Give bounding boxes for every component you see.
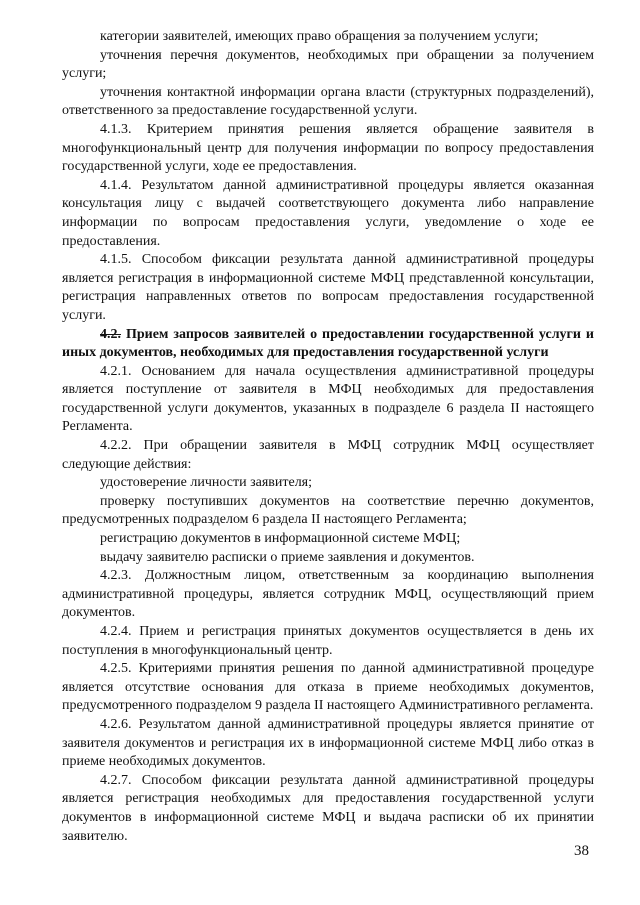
paragraph-categories: категории заявителей, имеющих право обращения за получением услуги; — [100, 29, 539, 44]
paragraph-4-2-3: 4.2.3. Должностным лицом, ответственным за координацию выполнения административной процедуры, является сотрудник МФЦ, осуществляющий прием документов. — [62, 568, 594, 621]
document-body — [62, 28, 594, 846]
paragraph-4-2-2: 4.2.2. При обращении заявителя в МФЦ сотрудник МФЦ осуществляет следующие действия: — [62, 438, 594, 472]
paragraph-4-2-1: 4.2.1. Основанием для начала осуществления административной процедуры является поступление от заявителя в МФЦ необходимых для предоставления государственной услуги документов, указанных в подразделе 6 раздела II настоящего Регламента. — [62, 363, 594, 435]
paragraph-4-2-6: 4.2.6. Результатом данной административной процедуры является принятие от заявителя документов и регистрация их в информационной системе МФЦ либо отказ в приеме необходимых документов. — [62, 716, 594, 770]
paragraph-4-1-3: 4.1.3. Критерием принятия решения является обращение заявителя в многофункциональный центр для получения информации по вопросу предоставления государственной услуги, ходе ее предоставления. — [62, 121, 594, 175]
list-item-check-documents: проверку поступивших документов на соответствие перечню документов, предусмотренных подразделом 6 раздела II настоящего Регламента; — [62, 493, 594, 528]
paragraph-documents-list: уточнения перечня документов, необходимых при обращении за получением услуги; — [62, 47, 594, 82]
paragraph-4-2-7: 4.2.7. Способом фиксации результата данной административной процедуры является регистрация необходимых для предоставления государственной услуги документов в информационной системе МФЦ и выдача расписки об их принятии заявителю. — [62, 772, 594, 844]
list-item-identity: удостоверение личности заявителя; — [100, 475, 313, 491]
section-title: Прием запросов заявителей о предоставлении государственной услуги и иных документов, необходимых для предоставления государственной услуги — [62, 326, 594, 361]
paragraph-4-2-5: 4.2.5. Критериями принятия решения по данной административной процедуре является отсутствие основания для отказа в приеме необходимых документов, предусмотренного подразделом 9 раздела II настоящего Административного регламента. — [62, 661, 594, 714]
section-number: 4.2. — [100, 326, 121, 342]
section-heading-4-2 — [62, 326, 594, 363]
paragraph-4-2-4: 4.2.4. Прием и регистрация принятых документов осуществляется в день их поступления в многофункциональный центр. — [62, 624, 594, 658]
list-item-register-documents: регистрацию документов в информационной системе МФЦ; — [100, 531, 461, 547]
list-item-receipt: выдачу заявителю расписки о приеме заявления и документов. — [100, 549, 475, 565]
paragraph-4-1-4: 4.1.4. Результатом данной административной процедуры является оказанная консультация лицу с выдачей соответствующего документа либо направление информации по вопросам предоставления услуги, уведомление о ходе ее предоставления. — [62, 177, 594, 249]
paragraph-4-1-5: 4.1.5. Способом фиксации результата данной административной процедуры является регистрация в информационной системе МФЦ представленной консультации, регистрация направленных ответов по вопросам предоставления государственной услуги. — [62, 252, 594, 323]
page-number: 38 — [574, 843, 589, 859]
paragraph-contact-info: уточнения контактной информации органа власти (структурных подразделений), ответственного за предоставление государственной услуги. — [62, 84, 594, 119]
